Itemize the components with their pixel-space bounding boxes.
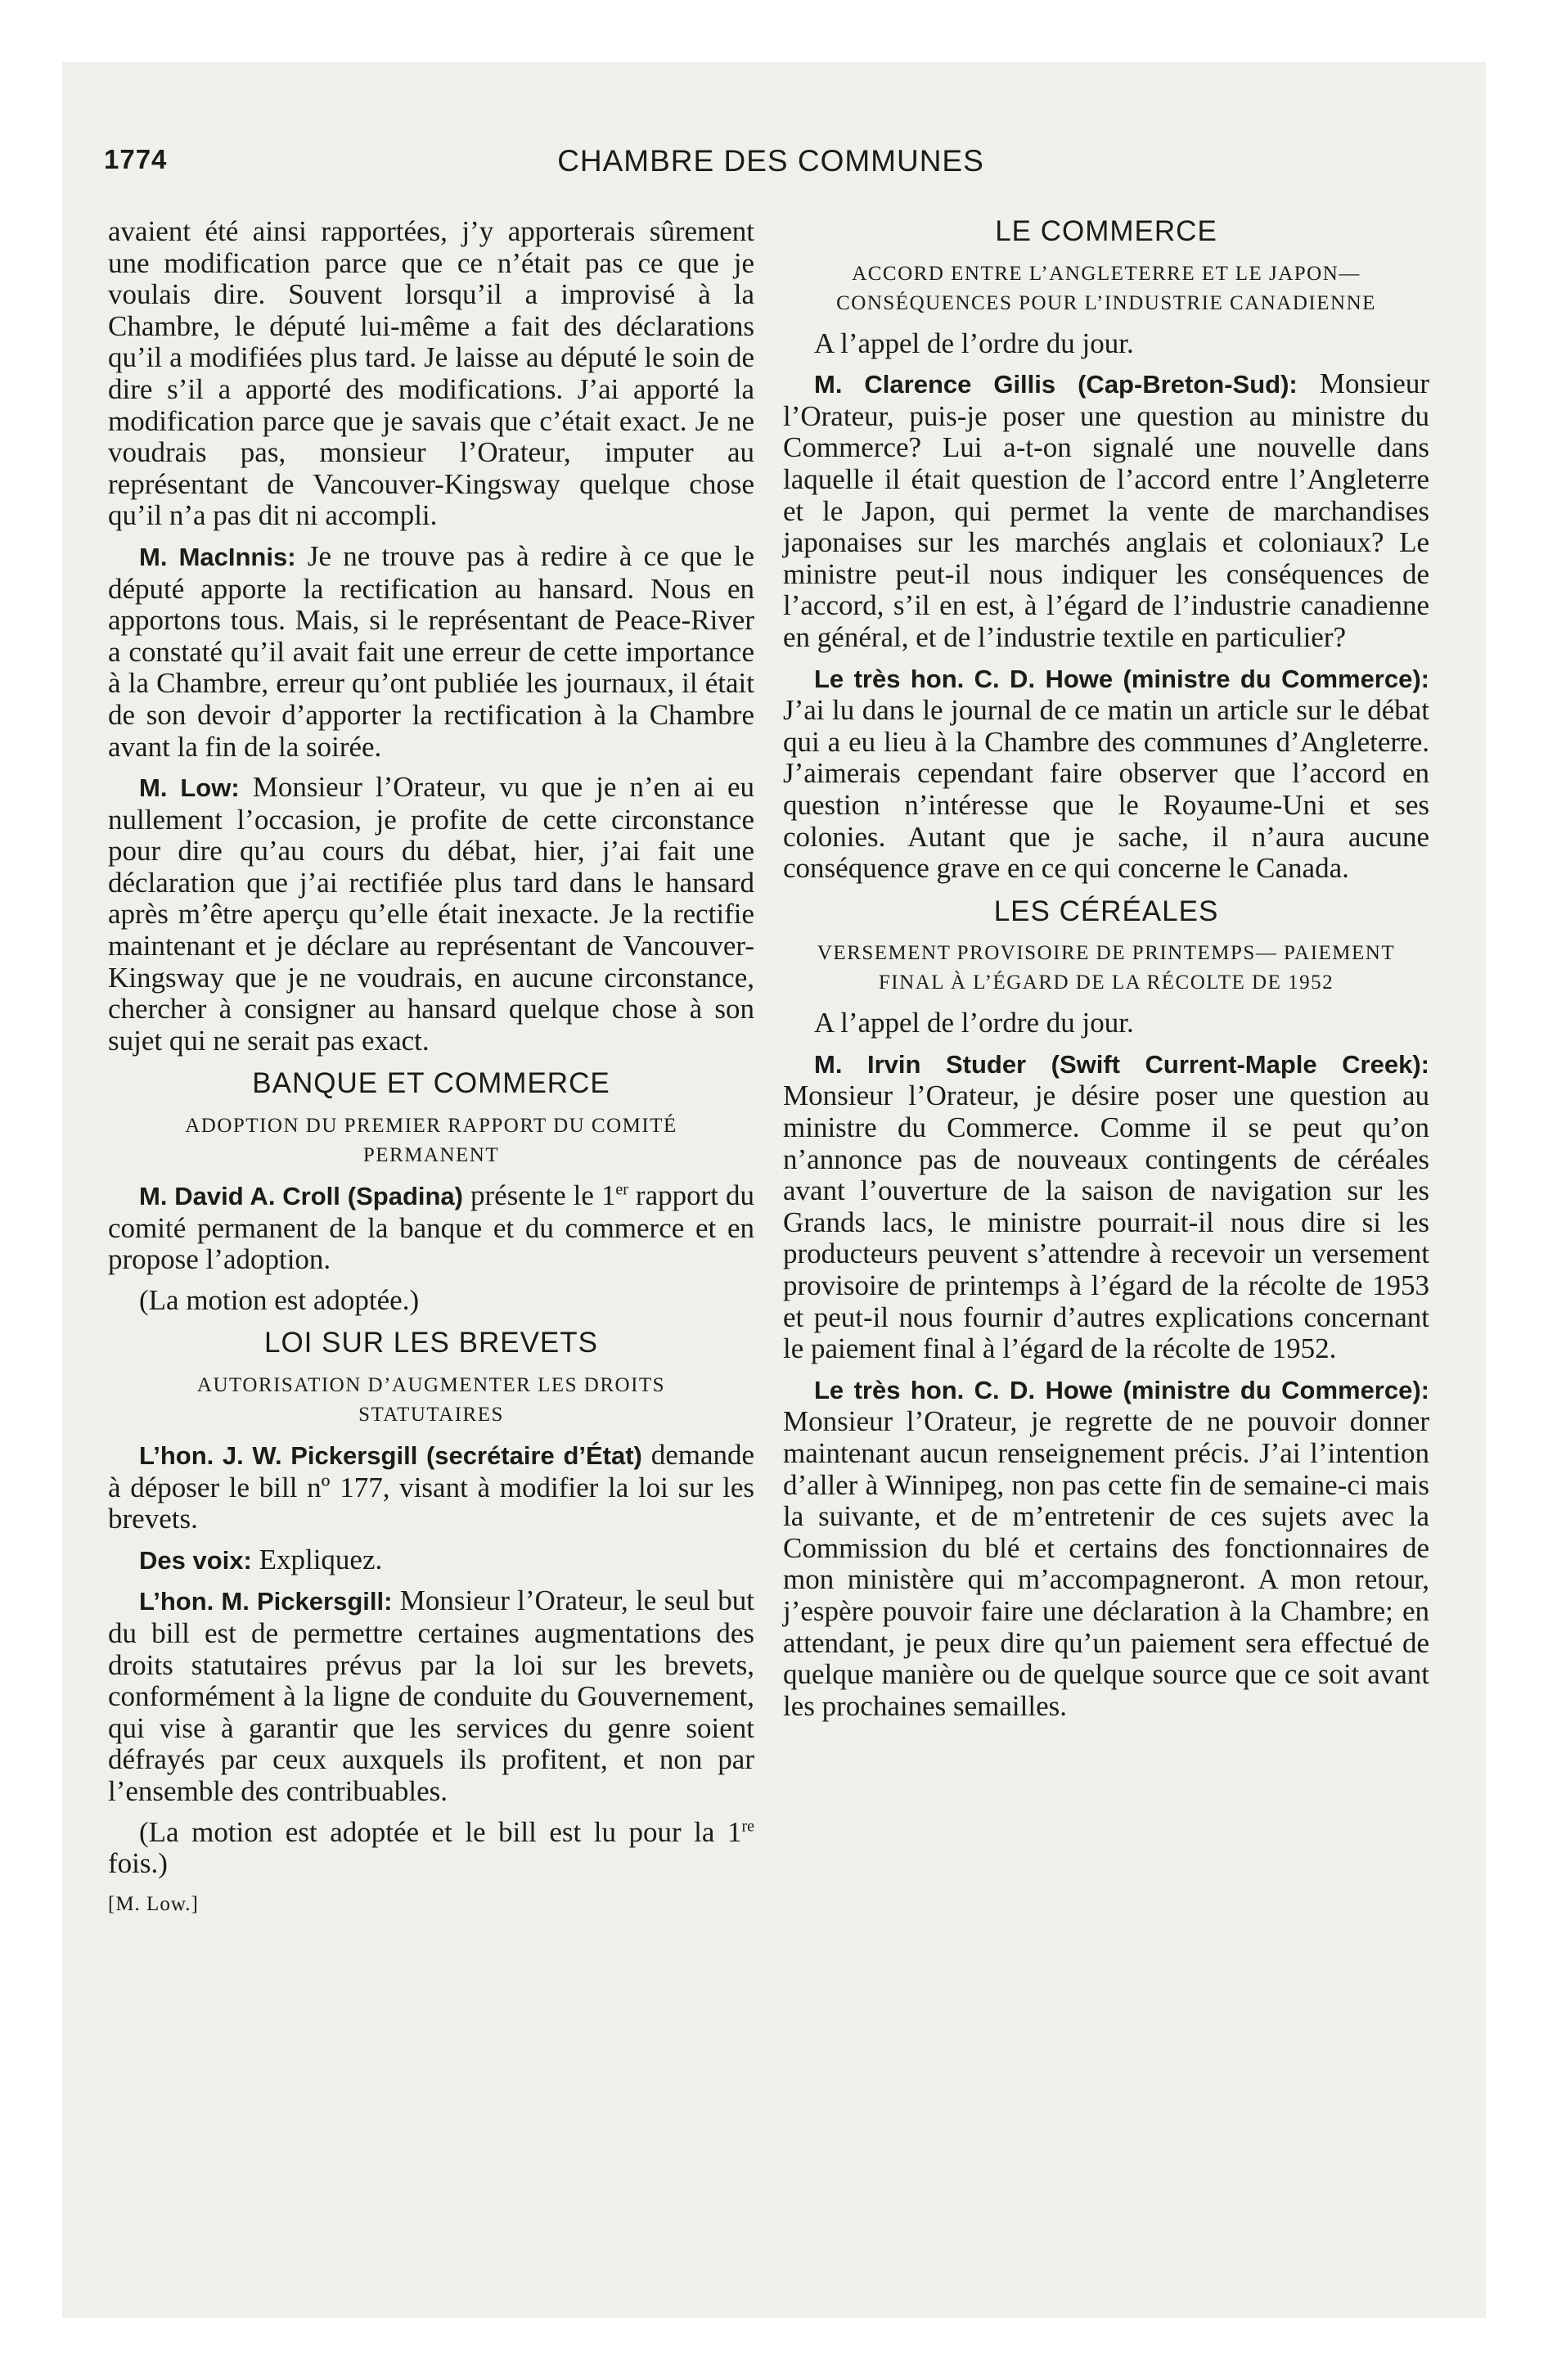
- section-heading: LES CÉRÉALES: [993, 895, 1219, 927]
- speaker-name: Le très hon. C. D. Howe (ministre du Commerce):: [814, 1375, 1429, 1404]
- speaker-name: M. David A. Croll (Spadina): [139, 1182, 463, 1211]
- paragraph: [783, 1374, 1429, 1723]
- speech-text: Monsieur l’Orateur, puis-je poser une question au ministre du Commerce? Lui a-t-on signalé une nouvelle dans laquelle il était question de l’accord entre l’Angleterre et le Japon, qui permet la vente de marchandises japonaises sur les marchés anglais et coloniaux? Le ministre peut-il nous indiquer les conséquences de l’accord, s’il en est, à l’égard de l’industrie canadienne en général, et de l’industrie textile en particulier?: [783, 367, 1429, 653]
- speaker-name: M. Low:: [139, 773, 240, 803]
- paragraph: [108, 1544, 754, 1577]
- ordinal-superscript: re: [741, 1816, 754, 1835]
- speech-text: Monsieur l’Orateur, le seul but du bill est de permettre certaines augmentations des droits statutaires prévus par la loi sur les brevets, conformément à la ligne de conduite du Gouvernement, qui vise à garantir que les services du genre soient défrayés par ceux auxquels ils profitent, et non par l’ensemble des contribuables.: [108, 1584, 754, 1807]
- paragraph: [783, 368, 1429, 653]
- speaker-name: Des voix:: [139, 1545, 252, 1575]
- page-header: [104, 144, 1438, 185]
- speech-text: Je ne trouve pas à redire à ce que le député apporte la rectification au hansard. Nous en apportons tous. Mais, si le représentant de Peace-River a constaté qu’il avait fait une erreur de cette importance à la Chambre, erreur qu’ont publiée les journaux, il était de son devoir d’apporter la rectification à la Chambre avant la fin de la soirée.: [108, 539, 755, 763]
- paragraph: [108, 1817, 754, 1880]
- speaker-name: M. Clarence Gillis (Cap-Breton-Sud):: [814, 370, 1298, 399]
- speech-text: J’ai lu dans le journal de ce matin un article sur le débat qui a eu lieu à la Chambre des communes d’Angleterre. J’aimerais cependant faire observer que l’accord en question n’intéresse que le Royaume-Uni et ses colonies. Autant que je sache, il n’aura aucune conséquence grave en ce qui concerne le Canada.: [783, 694, 1429, 885]
- section-subheading: AUTORISATION D’AUGMENTER LES DROITS STATUTAIRES: [196, 1374, 666, 1426]
- paragraph: [783, 663, 1429, 885]
- paragraph: [108, 1180, 754, 1276]
- paragraph: avaient été ainsi rapportées, j’y apporterais sûrement une modification parce que ce n’était pas ce que je voulais dire. Souvent lorsqu’il a improvisé à la Chambre, le député lui-même a fait des déclarations qu’il a modifiées plus tard. Je laisse au député le soin de dire s’il a apporté des modifications. J’ai apporté la modification parce que je savais que c’était exact. Je ne voudrais pas, monsieur l’Orateur, imputer au représentant de Vancouver-Kingsway quelque chose qu’il n’a pas dit ni accompli.: [108, 215, 754, 532]
- speech-text: Expliquez.: [259, 1543, 383, 1575]
- section-subheading: VERSEMENT PROVISOIRE DE PRINTEMPS— PAIEMENT FINAL À L’ÉGARD DE LA RÉCOLTE DE 1952: [817, 942, 1396, 994]
- paragraph: A l’appel de l’ordre du jour.: [814, 327, 1134, 359]
- paragraph: [108, 541, 754, 763]
- paragraph: A l’appel de l’ordre du jour.: [814, 1007, 1134, 1039]
- paragraph: [108, 772, 754, 1057]
- speaker-name: M. MacInnis:: [139, 542, 296, 571]
- paragraph: [783, 1048, 1429, 1365]
- speech-text: fois.): [108, 1847, 168, 1880]
- speech-text: Monsieur l’Orateur, je regrette de ne pouvoir donner maintenant aucun renseignement précis. J’ai l’intention d’aller à Winnipeg, non pas cette fin de semaine-ci mais la suivante, et de m’entretenir de ces sujets avec la Commission du blé et certains des fonctionnaires de mon ministère qui m’accompagneront. A mon retour, j’espère pouvoir faire une déclaration à la Chambre; en attendant, je peux dire qu’un paiement sera effectué de quelque manière ou de quelque source que ce soit avant les prochaines semailles.: [783, 1405, 1429, 1722]
- left-column: [108, 216, 754, 1920]
- running-title: CHAMBRE DES COMMUNES: [557, 144, 984, 178]
- right-column: [783, 216, 1429, 1731]
- page-number: 1774: [104, 144, 168, 174]
- speaker-name: L’hon. M. Pickersgill:: [139, 1587, 393, 1616]
- paragraph: [108, 1440, 754, 1535]
- speaker-name: L’hon. J. W. Pickersgill (secrétaire d’État): [139, 1441, 642, 1470]
- speaker-name: M. Irvin Studer (Swift Current-Maple Creek):: [814, 1049, 1429, 1079]
- speaker-name: Le très hon. C. D. Howe (ministre du Commerce):: [814, 664, 1429, 693]
- ordinal-superscript: er: [615, 1180, 628, 1199]
- page-footer: [M. Low.]: [108, 1892, 199, 1915]
- paragraph: (La motion est adoptée.): [139, 1283, 420, 1316]
- paragraph: [108, 1585, 754, 1807]
- speech-text: (La motion est adoptée et le bill est lu pour la 1: [139, 1815, 742, 1848]
- section-heading: BANQUE ET COMMERCE: [252, 1067, 610, 1100]
- section-subheading: ACCORD ENTRE L’ANGLETERRE ET LE JAPON— CONSÉQUENCES POUR L’INDUSTRIE CANADIENNE: [836, 262, 1376, 314]
- speech-text: rapport du comité permanent de la banque et du commerce et en propose l’adoption.: [108, 1179, 754, 1276]
- speech-text: présente le 1: [470, 1179, 616, 1212]
- speech-text: Monsieur l’Orateur, je désire poser une question au ministre du Commerce. Comme il se peut qu’on n’annonce pas de nouveaux contingents de céréales avant l’ouverture de la saison de navigation sur les Grands lacs, le ministre pourrait-il nous dire si les producteurs peuvent s’attendre à recevoir un versement provisoire de printemps à l’égard de la récolte de 1953 et peut-il nous fournir d’autres explications concernant le paiement final à l’égard de la récolte de 1952.: [783, 1080, 1429, 1365]
- speech-text: Monsieur l’Orateur, vu que je n’en ai eu nullement l’occasion, je profite de cette circonstance pour dire qu’au cours du débat, hier, j’ai fait une déclaration que j’ai rectifiée plus tard dans le hansard après m’être aperçu qu’elle était inexacte. Je la rectifie maintenant et je déclare au représentant de Vancouver-Kingsway que je ne voudrais, en aucune circonstance, chercher à consigner au hansard quelque chose à son sujet qui ne serait pas exact.: [108, 771, 755, 1057]
- section-heading: LE COMMERCE: [995, 215, 1217, 247]
- section-heading: LOI SUR LES BREVETS: [263, 1327, 599, 1359]
- speech-text: demande à déposer le bill nº 177, visant à modifier la loi sur les brevets.: [108, 1439, 755, 1535]
- section-subheading: ADOPTION DU PREMIER RAPPORT DU COMITÉ PERMANENT: [185, 1115, 677, 1167]
